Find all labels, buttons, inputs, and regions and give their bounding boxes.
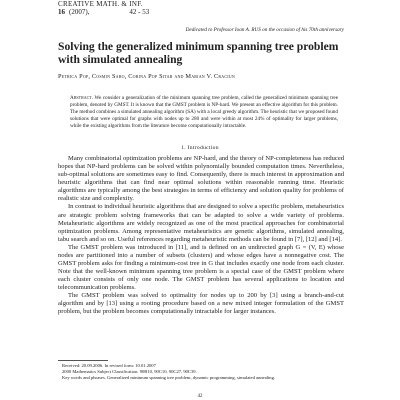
footnote-divider	[58, 360, 108, 361]
abstract	[70, 95, 338, 130]
journal-volume: 16	[58, 8, 65, 16]
paragraph: The GMST problem was solved to optimality for nodes up to 200 by [3] using a branch-and-cut algorithm and by [13] using a rooting procedure based on a new mixed integer formulation of the GMST problem, but the problem becomes computationally intractable for larger instances.	[58, 292, 344, 316]
paragraph: In contrast to individual heuristic algorithms that are designed to solve a specific problem, metaheuristics are strategic problem solving frameworks that can be adapted to solve a wide variety of problems. Metaheuristic algorithms are widely recognized as one of the most practical approaches for combinatorial optimization problems. Among representative metaheuristics are genetic algorithms, simulated annealing, tabu search and so on. Useful references regarding metaheuristic methods can be found in [7], [12] and [14].	[58, 203, 344, 243]
journal-pages: 42 - 53	[129, 8, 150, 16]
abstract-label: Abstract.	[70, 95, 94, 101]
footnote-classification: 2000 Mathematics Subject Classification. 90B10, 90C10, 90C27, 90C39.	[62, 369, 197, 375]
journal-name: CREATIVE MATH. & INF.	[58, 0, 143, 8]
footnote-keywords: Key words and phrases. Generalized minimum spanning tree problem, dynamic programming, simulated annealing.	[62, 375, 276, 381]
paragraph: Many combinatorial optimization problems are NP-hard, and the theory of NP-completeness has reduced hopes that NP-hard problems can be solved within polynomially bounded computation times. Nevertheless, sub-optimal solutions are sometimes easy to find. Consequently, there is much interest in approximation and heuristic algorithms that can find near optimal solutions within reasonable running time. Heuristic algorithms are typically among the best strategies in terms of efficiency and solution quality for problems of realistic size and complexity.	[58, 155, 344, 203]
journal-year: (2007),	[69, 8, 90, 16]
abstract-text: We consider a generalization of the minimum spanning tree problem, called the generalized minimum spanning tree problem, denoted by GMST. It is known that the GMST problem is NP-hard. We present an effective algorithm for this problem. The method combines a simulated annealing algorithm (SA) with a local greedy algorithm. The heuristic that we proposed found solutions that were optimal for graphs with nodes up to 280 and were within at most 24% of optimality for larger problems, while the existing algorithms from the literature become computationally intractable.	[70, 95, 339, 129]
paper-title: Solving the generalized minimum spanning tree problem with simulated annealing	[58, 40, 339, 66]
journal-header	[58, 0, 153, 16]
volume-line	[58, 8, 153, 16]
body-text	[58, 155, 344, 317]
author-list: Petrica Pop, Cosmin Sabo, Corina Pop Sitar and Marian V. Craciun	[58, 73, 235, 80]
section-heading: 1. Introduction	[181, 145, 219, 151]
footnote-received: Received: 20.09.2006. In revised form: 10.01.2007	[62, 363, 156, 368]
footnotes	[62, 363, 344, 382]
dedication: Dedicated to Professor Ioan A. RUS on the occasion of his 70th anniversary	[185, 27, 344, 33]
page-number: 42	[197, 394, 203, 399]
paragraph: The GMST problem was introduced in [11], and is defined on an undirected graph G = (V, E) whose nodes are partitioned into a number of subsets (clusters) and whose edges have a nonnegative cost. The GMST problem asks for finding a minimum-cost tree in G that includes exactly one node from each cluster. Note that the well-known minimum spanning tree problem is a special case of the GMST problem where each cluster consists of only one node. The GMST problem has several applications to location and telecommunication problems.	[58, 243, 344, 292]
